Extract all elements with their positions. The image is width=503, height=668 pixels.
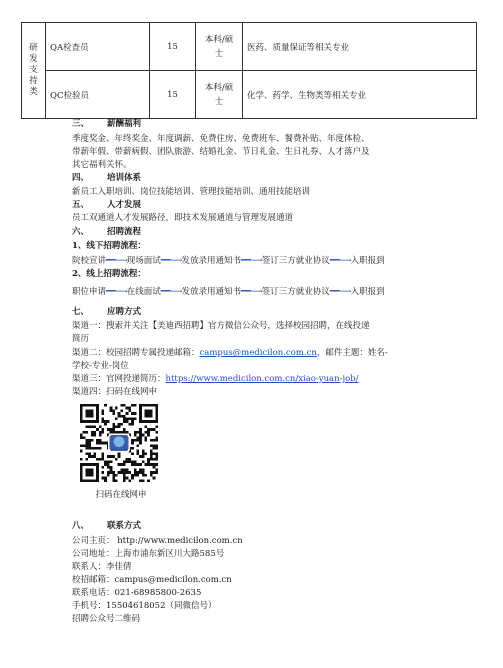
contact-email: 校招邮箱：campus@medicilon.com.cn xyxy=(72,575,232,585)
channel-one: 渠道一：搜索并关注【美迪西招聘】官方微信公众号，选择校园招聘，在线投递 xyxy=(72,321,370,331)
channel-two-cont: 学校-专业-岗位 xyxy=(72,361,129,371)
education-label: 本科/硕 士 xyxy=(204,82,234,107)
qr-code-icon[interactable] xyxy=(80,404,158,482)
offline-step: 签订三方就业协议 xyxy=(261,256,330,266)
process-heading xyxy=(72,226,482,239)
development-heading xyxy=(72,199,482,212)
education-cell xyxy=(196,23,243,71)
major-cell: 医药、质量保证等相关专业 xyxy=(243,23,477,71)
online-step: 发放录用通知书 xyxy=(181,287,242,297)
job-url-link[interactable]: https://www.medicilon.com.cn/xiao-yuan-job/ xyxy=(165,374,359,384)
table-row xyxy=(22,71,477,119)
section-title: 培训体系 xyxy=(107,173,142,183)
contact-mobile: 手机号：15504618052（同微信号） xyxy=(72,601,217,611)
category-cell xyxy=(22,23,46,119)
section-number: 三、 xyxy=(72,119,90,129)
offline-process-title: 1、线下招聘流程： xyxy=(72,241,146,251)
section-title: 招聘流程 xyxy=(107,227,142,237)
contact-homepage: 公司主页： http://www.medicilon.com.cn xyxy=(72,536,243,546)
arrow-right-icon: ━━⟶ xyxy=(106,287,127,297)
online-step: 职位申请 xyxy=(72,287,107,297)
arrow-right-icon: ━━⟶ xyxy=(160,287,182,297)
welfare-line: 带薪年假、带薪病假、团队旅游、结婚礼金、节日礼金、生日礼券、人才落户及 xyxy=(72,147,370,157)
channel-three-label: 渠道三：官网投递简历： xyxy=(72,374,166,384)
major-cell: 化学、药学、生物类等相关专业 xyxy=(243,71,477,119)
arrow-right-icon: ━━⟶ xyxy=(241,256,262,266)
section-number: 八、 xyxy=(72,521,90,531)
contact-qr-note: 招聘公众号二维码 xyxy=(72,614,141,624)
online-step: 签订三方就业协议 xyxy=(261,287,330,297)
contact-phone: 联系电话：021-68985800-2635 xyxy=(72,588,202,598)
positions-table xyxy=(21,22,477,119)
channel-two xyxy=(72,347,482,360)
qr-caption: 扫码在线网申 xyxy=(95,490,147,500)
welfare-line: 季度奖金、年终奖金、年度调薪、免费住房、免费班车、餐费补贴、年度体检、 xyxy=(72,134,370,144)
section-title: 应聘方式 xyxy=(107,307,142,317)
apply-heading xyxy=(72,306,482,319)
development-text: 员工双通道人才发展路径，即技术发展通道与管理发展通道 xyxy=(72,213,294,223)
channel-four: 渠道四：扫码在线网申 xyxy=(72,387,158,397)
welfare-line: 其它福利关怀。 xyxy=(72,160,132,170)
offline-step: 现场面试 xyxy=(126,256,161,266)
section-title: 联系方式 xyxy=(107,521,142,531)
offline-process-flow xyxy=(72,255,385,268)
contact-heading xyxy=(72,520,482,533)
arrow-right-icon: ━━⟶ xyxy=(329,256,351,266)
position-cell: QA检查员 xyxy=(46,23,150,71)
section-number: 七、 xyxy=(72,307,90,317)
training-text: 新员工入职培训、岗位技能培训、管理技能培训、通用技能培训 xyxy=(72,187,311,197)
campus-email-link[interactable]: campus@medicilon.com.cn xyxy=(199,348,317,358)
contact-address: 公司地址：上海市浦东新区川大路585号 xyxy=(72,549,225,559)
training-heading xyxy=(72,172,482,185)
arrow-right-icon: ━━⟶ xyxy=(106,256,127,266)
education-label: 本科/硕 士 xyxy=(204,34,234,59)
section-number: 五、 xyxy=(72,200,90,210)
count-cell: 15 xyxy=(150,23,196,71)
education-cell xyxy=(196,71,243,119)
channel-two-suffix: ，邮件主题：姓名- xyxy=(316,348,388,358)
welfare-heading xyxy=(72,118,482,131)
category-label: 研 发 支 持 类 xyxy=(29,43,38,97)
contact-person: 联系人：李佳倩 xyxy=(72,562,132,572)
arrow-right-icon: ━━⟶ xyxy=(160,256,182,266)
count-cell: 15 xyxy=(150,71,196,119)
channel-two-label: 渠道二：校园招聘专属投递邮箱： xyxy=(72,348,200,358)
section-title: 人才发展 xyxy=(107,200,142,210)
online-process-title: 2、线上招聘流程： xyxy=(72,269,146,279)
section-title: 薪酬福利 xyxy=(107,119,142,129)
position-cell: QC检验员 xyxy=(46,71,150,119)
offline-step: 院校宣讲 xyxy=(72,256,107,266)
offline-step: 发放录用通知书 xyxy=(181,256,242,266)
offline-step: 入职报到 xyxy=(350,256,385,266)
channel-three xyxy=(72,373,482,386)
online-step: 入职报到 xyxy=(350,287,385,297)
section-number: 四、 xyxy=(72,173,90,183)
table-row xyxy=(22,23,477,71)
online-process-flow xyxy=(72,286,385,299)
arrow-right-icon: ━━⟶ xyxy=(241,287,262,297)
channel-one-cont: 简历 xyxy=(72,334,90,344)
online-step: 在线面试 xyxy=(126,287,161,297)
arrow-right-icon: ━━⟶ xyxy=(329,287,351,297)
section-number: 六、 xyxy=(72,227,90,237)
